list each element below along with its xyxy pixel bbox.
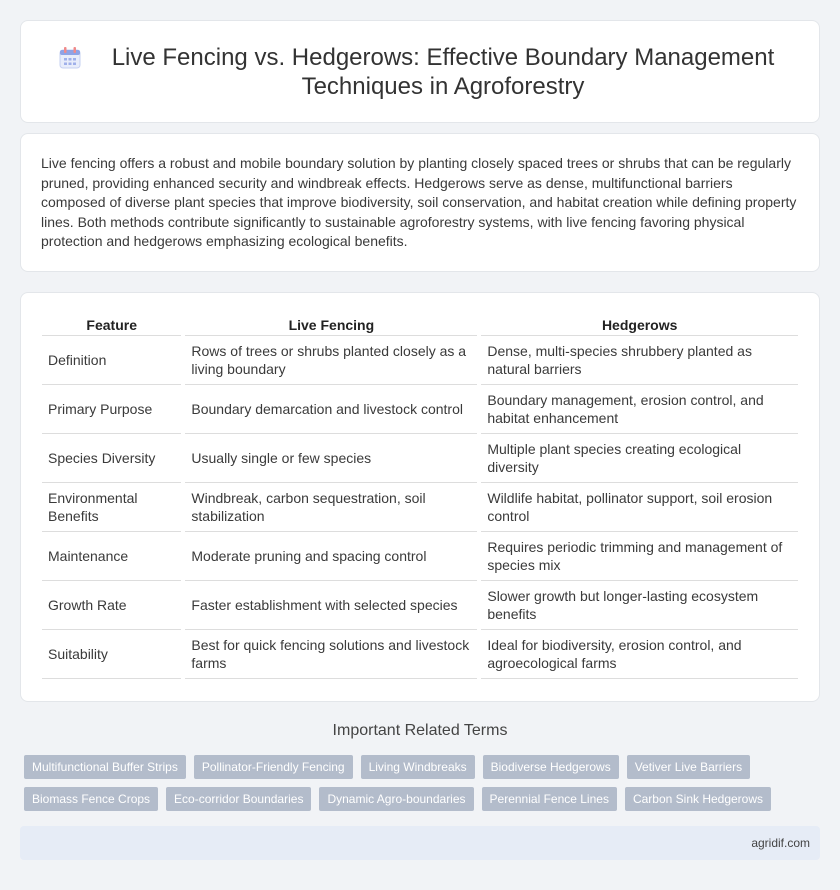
hedgerows-cell: Requires periodic trimming and management of species mix <box>481 532 798 581</box>
table-row <box>42 434 798 483</box>
related-terms-list <box>24 755 824 819</box>
table-row <box>42 581 798 630</box>
header-hedgerows: Hedgerows <box>481 313 798 336</box>
hedgerows-cell: Slower growth but longer-lasting ecosystem benefits <box>481 581 798 630</box>
table-row <box>42 385 798 434</box>
live-fencing-cell: Windbreak, carbon sequestration, soil stabilization <box>185 483 477 532</box>
hedgerows-cell: Multiple plant species creating ecological diversity <box>481 434 798 483</box>
table-header-row <box>42 313 798 336</box>
live-fencing-cell: Best for quick fencing solutions and livestock farms <box>185 630 477 679</box>
page-title: Live Fencing vs. Hedgerows: Effective Boundary Management Techniques in Agroforestry <box>111 43 775 100</box>
comparison-table <box>38 313 802 679</box>
feature-cell: Suitability <box>42 630 181 679</box>
feature-cell: Growth Rate <box>42 581 181 630</box>
hedgerows-cell: Dense, multi-species shrubbery planted as natural barriers <box>481 336 798 385</box>
header-card <box>20 20 820 123</box>
related-term-tag[interactable]: Pollinator-Friendly Fencing <box>194 755 353 779</box>
calendar-icon <box>57 45 83 71</box>
header-live-fencing: Live Fencing <box>185 313 477 336</box>
related-terms-heading: Important Related Terms <box>332 722 508 739</box>
hedgerows-cell: Ideal for biodiversity, erosion control, and agroecological farms <box>481 630 798 679</box>
live-fencing-cell: Usually single or few species <box>185 434 477 483</box>
tag-row <box>24 755 824 779</box>
feature-cell: Environmental Benefits <box>42 483 181 532</box>
live-fencing-cell: Boundary demarcation and livestock control <box>185 385 477 434</box>
related-term-tag[interactable]: Dynamic Agro-boundaries <box>319 787 473 811</box>
header-feature: Feature <box>42 313 181 336</box>
tag-row <box>24 787 824 811</box>
intro-paragraph: Live fencing offers a robust and mobile boundary solution by planting closely spaced trees or shrubs that can be regularly pruned, providing enhanced security and windbreak effects. Hedgerows serve as dense, multifunctional barriers composed of diverse plant species that improve biodiversity, soil conservation, and habitat creation while defining property lines. Both methods contribute significantly to sustainable agroforestry systems, with live fencing favoring physical protection and hedgerows emphasizing ecological benefits. <box>41 155 797 249</box>
feature-cell: Species Diversity <box>42 434 181 483</box>
related-term-tag[interactable]: Biomass Fence Crops <box>24 787 158 811</box>
related-term-tag[interactable]: Eco-corridor Boundaries <box>166 787 311 811</box>
related-term-tag[interactable]: Carbon Sink Hedgerows <box>625 787 771 811</box>
footer-bar <box>20 826 820 860</box>
footer-site-link[interactable]: agridif.com <box>751 836 810 850</box>
feature-cell: Definition <box>42 336 181 385</box>
feature-cell: Primary Purpose <box>42 385 181 434</box>
related-term-tag[interactable]: Multifunctional Buffer Strips <box>24 755 186 779</box>
live-fencing-cell: Moderate pruning and spacing control <box>185 532 477 581</box>
intro-card <box>20 133 820 272</box>
table-row <box>42 630 798 679</box>
table-row <box>42 532 798 581</box>
related-term-tag[interactable]: Living Windbreaks <box>361 755 475 779</box>
related-term-tag[interactable]: Biodiverse Hedgerows <box>483 755 619 779</box>
live-fencing-cell: Faster establishment with selected species <box>185 581 477 630</box>
related-term-tag[interactable]: Perennial Fence Lines <box>482 787 617 811</box>
table-row <box>42 483 798 532</box>
table-row <box>42 336 798 385</box>
hedgerows-cell: Wildlife habitat, pollinator support, soil erosion control <box>481 483 798 532</box>
feature-cell: Maintenance <box>42 532 181 581</box>
hedgerows-cell: Boundary management, erosion control, and habitat enhancement <box>481 385 798 434</box>
live-fencing-cell: Rows of trees or shrubs planted closely as a living boundary <box>185 336 477 385</box>
comparison-card <box>20 292 820 702</box>
related-term-tag[interactable]: Vetiver Live Barriers <box>627 755 750 779</box>
